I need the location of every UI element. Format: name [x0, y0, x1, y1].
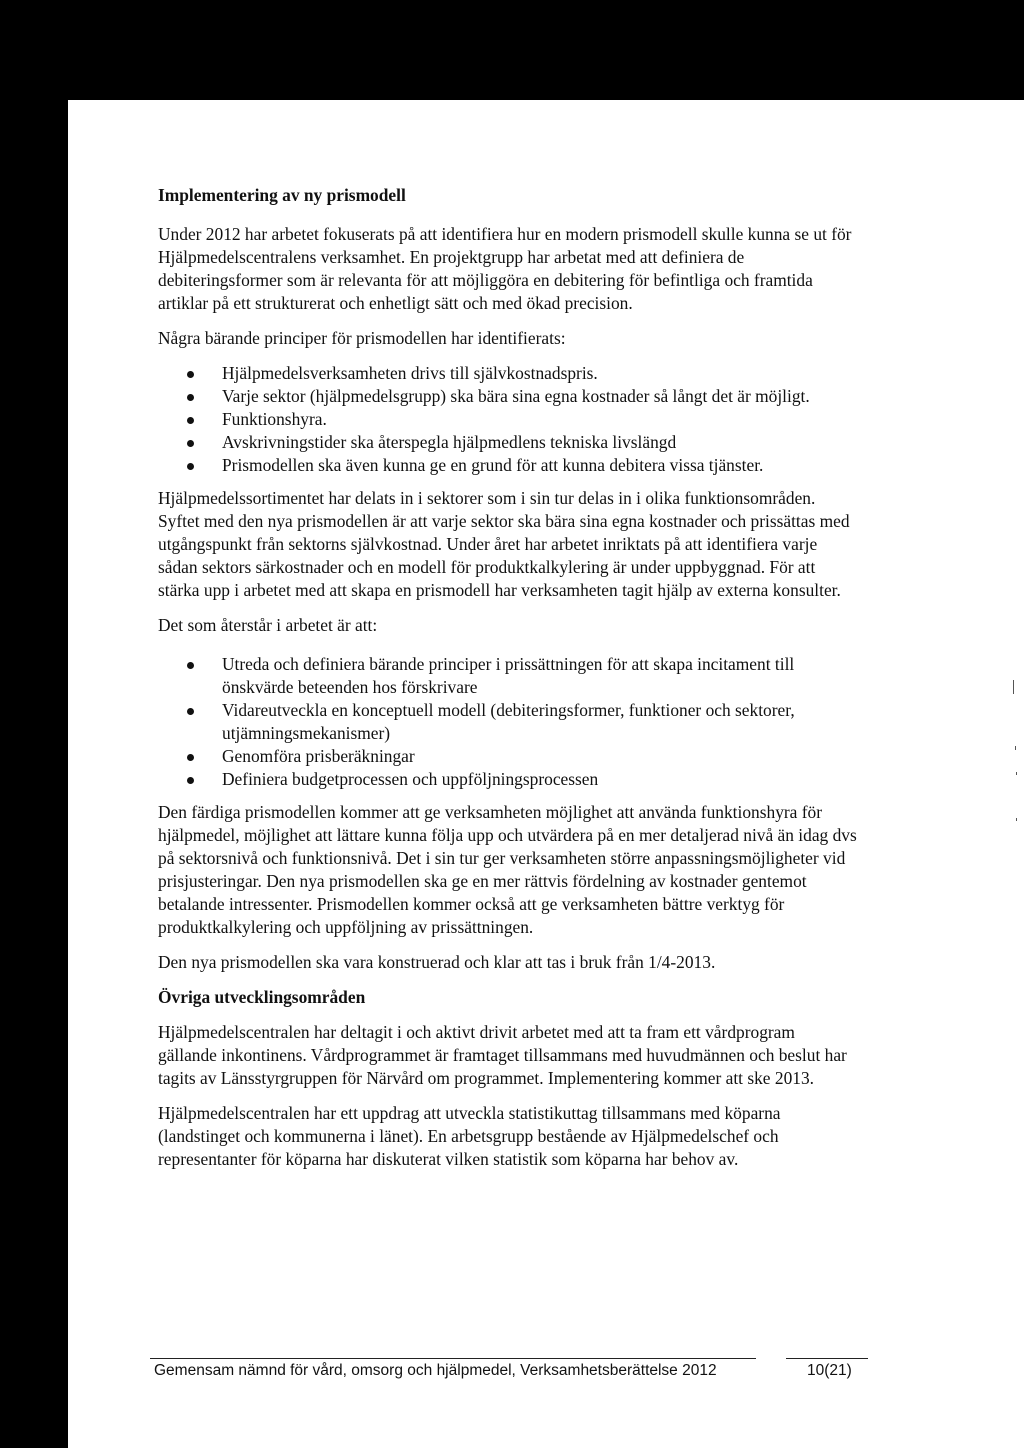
- list-item: Avskrivningstider ska återspegla hjälpmedlens tekniska livslängd: [222, 431, 858, 454]
- list-item: Vidareutveckla en konceptuell modell (debiteringsformer, funktioner och sektorer, utjämningsmekanismer): [222, 699, 858, 745]
- list-item: Genomföra prisberäkningar: [222, 745, 858, 768]
- bullet-icon: [187, 440, 194, 447]
- paragraph-sortiment: Hjälpmedelssortimentet har delats in i sektorer som i sin tur delas in i olika funktionsområden. Syftet med den nya prismodellen är att varje sektor ska bära sina egna kostnader och prissättas med utgångspunkt från sektorns självkostnad. Under året har arbetet inriktats på att identifiera varje sådan sektors särkostnader och en modell för produktkalkylering är under uppbyggnad. För att stärka upp i arbetet med att skapa en prismodell har verksamheten tagit hjälp av externa konsulter.: [158, 488, 850, 600]
- paragraph-intro: Under 2012 har arbetet fokuserats på att identifiera hur en modern prismodell skulle kunna se ut för Hjälpmedelscentralens verksamhet. En projektgrupp har arbetat med att definiera de debiteringsformer som är relevanta för att möjliggöra en debitering för befintliga och framtida artiklar på ett strukturerat och enhetligt sätt och med ökad precision.: [158, 224, 852, 313]
- list-item: Definiera budgetprocessen och uppföljningsprocessen: [222, 768, 858, 791]
- paragraph-principles-lead: Några bärande principer för prismodellen har identifierats:: [158, 328, 566, 348]
- paragraph-statistik: Hjälpmedelscentralen har ett uppdrag att utveckla statistikuttag tillsammans med köparna (landstinget och kommunerna i länet). En arbetsgrupp bestående av Hjälpmedelschef och representanter för köparna har diskuterat vilken statistik som köparna har behov av.: [158, 1103, 781, 1169]
- scan-artifact: [1016, 818, 1017, 821]
- bullet-icon: [187, 417, 194, 424]
- scan-artifact: [1016, 772, 1017, 775]
- scan-artifact: [1013, 680, 1014, 694]
- section-heading-prismodell: Implementering av ny prismodell: [158, 185, 406, 205]
- page-number: 10(21): [807, 1362, 852, 1379]
- bullet-icon: [187, 662, 194, 669]
- bullet-icon: [187, 463, 194, 470]
- document-page: [68, 100, 1024, 1448]
- list-item: Hjälpmedelsverksamheten drivs till självkostnadspris.: [222, 362, 858, 385]
- bullet-icon: [187, 371, 194, 378]
- list-item: Varje sektor (hjälpmedelsgrupp) ska bära sina egna kostnader så långt det är möjligt.: [222, 385, 858, 408]
- bullet-icon: [187, 777, 194, 784]
- scan-artifact: [1015, 746, 1016, 750]
- paragraph-benefits: Den färdiga prismodellen kommer att ge verksamheten möjlighet att använda funktionshyra för hjälpmedel, möjlighet att lättare kunna följa upp och utvärdera på en mer detaljerad nivå än idag dvs på sektorsnivå och funktionsnivå. Det i sin tur ger verksamheten större anpassningsmöjligheter vid prisjusteringar. Den nya prismodellen ska ge en mer rättvis fördelning av kostnader gentemot betalande intressenter. Prismodellen kommer också att ge verksamheten bättre verktyg för produktkalkylering och uppföljning av prissättningen.: [158, 802, 857, 937]
- bullet-icon: [187, 394, 194, 401]
- bullet-icon: [187, 754, 194, 761]
- section-heading-ovriga: Övriga utvecklingsområden: [158, 987, 366, 1007]
- paragraph-remaining-lead: Det som återstår i arbetet är att:: [158, 615, 378, 635]
- page-content: [158, 184, 858, 1183]
- footer-divider: [150, 1358, 756, 1359]
- list-item: Utreda och definiera bärande principer i prissättningen för att skapa incitament till önskvärde beteenden hos förskrivare: [222, 653, 858, 699]
- paragraph-vardprogram: Hjälpmedelscentralen har deltagit i och aktivt drivit arbetet med att ta fram ett vårdprogram gällande inkontinens. Vårdprogrammet är framtaget tillsammans med huvudmännen och beslut har tagits av Länsstyrgruppen för Närvård om programmet. Implementering kommer att ske 2013.: [158, 1022, 847, 1088]
- footer-title: Gemensam nämnd för vård, omsorg och hjälpmedel, Verksamhetsberättelse 2012: [154, 1362, 717, 1379]
- principles-list: [158, 362, 858, 477]
- list-item: Prismodellen ska även kunna ge en grund för att kunna debitera vissa tjänster.: [222, 454, 858, 477]
- paragraph-launch-date: Den nya prismodellen ska vara konstruerad och klar att tas i bruk från 1/4-2013.: [158, 952, 716, 972]
- bullet-icon: [187, 708, 194, 715]
- list-item: Funktionshyra.: [222, 408, 858, 431]
- footer-divider: [786, 1358, 868, 1359]
- remaining-work-list: [158, 653, 858, 791]
